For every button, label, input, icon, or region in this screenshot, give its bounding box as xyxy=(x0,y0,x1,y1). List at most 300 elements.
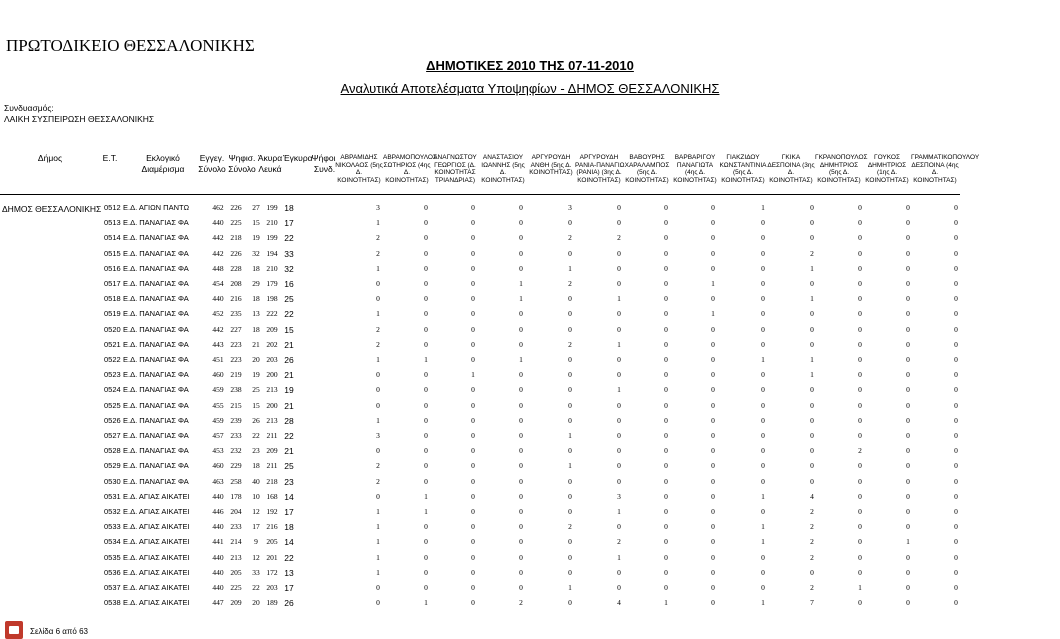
cell-registered: 451 xyxy=(212,355,224,364)
candidate-header-line: (ΡΑΝΙΑ) (3ης Δ. xyxy=(576,169,622,177)
cell-registered: 454 xyxy=(212,279,224,288)
cell-voted: 214 xyxy=(230,537,242,547)
cell-candidate-votes: 0 xyxy=(664,461,668,471)
cell-candidate-votes: 0 xyxy=(906,461,910,471)
candidate-header-line: ΑΒΡΑΜΟΠΟΥΛΟΣ xyxy=(383,154,438,161)
cell-candidate-votes: 0 xyxy=(858,476,862,486)
report-subtitle: Αναλυτικά Αποτελέσματα Υποψηφίων - ΔΗΜΟΣ ΘΕΣΣΑΛΟΝΙΚΗΣ xyxy=(340,81,720,96)
cell-coalition-votes: 25 xyxy=(284,294,294,305)
cell-candidate-votes: 1 xyxy=(858,583,862,592)
cell-invalid: 27 xyxy=(252,203,260,212)
cell-et: 0530 xyxy=(104,476,121,486)
coalition-value: ΛΑΙΚΗ ΣΥΣΠΕΙΡΩΣΗ ΘΕΣΣΑΛΟΝΙΚΗΣ xyxy=(4,114,155,124)
cell-candidate-votes: 0 xyxy=(424,233,428,243)
cell-candidate-votes: 0 xyxy=(664,263,668,273)
cell-candidate-votes: 0 xyxy=(568,567,572,577)
cell-valid: 218 xyxy=(266,476,278,486)
cell-candidate-votes: 0 xyxy=(519,476,523,486)
candidate-header-line: ΔΕΣΠΟΙΝΑ (4ης xyxy=(911,161,959,169)
header-reg-2: Σύνολο xyxy=(198,164,226,174)
cell-registered: 440 xyxy=(212,218,224,228)
cell-voted: 227 xyxy=(230,324,242,334)
cell-candidate-votes: 0 xyxy=(664,218,668,228)
cell-candidate-votes: 0 xyxy=(711,263,715,273)
cell-et: 0531 xyxy=(104,491,121,501)
header-divider xyxy=(0,194,960,195)
page-footer: Σελίδα 6 από 63 xyxy=(30,627,88,636)
cell-registered: 442 xyxy=(212,324,224,334)
cell-candidate-votes: 0 xyxy=(617,248,621,258)
cell-invalid: 22 xyxy=(252,431,260,440)
cell-voted: 226 xyxy=(230,203,242,212)
table-row xyxy=(0,355,960,369)
table-row xyxy=(0,522,960,536)
cell-candidate-votes: 0 xyxy=(424,400,428,410)
cell-candidate-votes: 1 xyxy=(617,385,621,395)
cell-coalition-votes: 32 xyxy=(284,263,294,274)
cell-candidate-votes: 0 xyxy=(858,537,862,547)
cell-candidate-votes: 0 xyxy=(906,279,910,288)
cell-candidate-votes: 0 xyxy=(810,339,814,349)
cell-candidate-votes: 0 xyxy=(376,400,380,410)
cell-coalition-votes: 26 xyxy=(284,355,294,365)
cell-invalid: 18 xyxy=(252,324,260,334)
cell-coalition-votes: 26 xyxy=(284,598,294,609)
candidate-header-line: ΑΝΑΓΝΩΣΤΟΥ xyxy=(433,154,477,161)
candidate-header-line: Δ. xyxy=(355,169,363,177)
table-row xyxy=(0,218,960,232)
cell-candidate-votes: 1 xyxy=(568,431,572,440)
cell-candidate-votes: 0 xyxy=(519,461,523,471)
cell-candidate-votes: 0 xyxy=(711,491,715,501)
cell-candidate-votes: 0 xyxy=(424,567,428,577)
cell-candidate-votes: 0 xyxy=(424,279,428,288)
cell-candidate-votes: 2 xyxy=(617,233,621,243)
cell-et: 0514 xyxy=(104,233,121,243)
cell-candidate-votes: 0 xyxy=(519,537,523,547)
cell-candidate-votes: 0 xyxy=(471,339,475,349)
cell-district: Ε.Δ. ΠΑΝΑΓΙΑΣ ΦΑ xyxy=(123,294,189,304)
cell-candidate-votes: 0 xyxy=(471,279,475,288)
cell-candidate-votes: 0 xyxy=(664,552,668,562)
cell-candidate-votes: 7 xyxy=(810,598,814,608)
cell-candidate-votes: 1 xyxy=(906,537,910,547)
cell-candidate-votes: 0 xyxy=(519,446,523,456)
candidate-header-line: ΓΕΩΡΓΙΟΣ (Δ. xyxy=(434,161,476,169)
cell-valid: 216 xyxy=(266,522,278,532)
cell-candidate-votes: 0 xyxy=(906,476,910,486)
cell-coalition-votes: 14 xyxy=(284,491,294,502)
cell-candidate-votes: 0 xyxy=(711,598,715,608)
cell-invalid: 15 xyxy=(252,400,260,410)
cell-candidate-votes: 0 xyxy=(376,598,380,608)
table-row xyxy=(0,401,960,415)
cell-candidate-votes: 0 xyxy=(617,355,621,364)
cell-valid: 194 xyxy=(266,248,278,258)
cell-candidate-votes: 0 xyxy=(568,324,572,334)
cell-invalid: 25 xyxy=(252,385,260,395)
cell-candidate-votes: 0 xyxy=(424,294,428,304)
cell-candidate-votes: 0 xyxy=(568,400,572,410)
cell-candidate-votes: 0 xyxy=(519,233,523,243)
cell-candidate-votes: 0 xyxy=(954,415,958,425)
cell-candidate-votes: 0 xyxy=(471,203,475,212)
table-row xyxy=(0,340,960,354)
cell-registered: 440 xyxy=(212,294,224,304)
cell-valid: 192 xyxy=(266,507,278,516)
candidate-header-line: ΚΩΝΣΤΑΝΤΙΝΙΑ xyxy=(719,161,767,169)
table-row xyxy=(0,294,960,308)
cell-candidate-votes: 1 xyxy=(568,263,572,273)
cell-registered: 459 xyxy=(212,415,224,425)
cell-candidate-votes: 0 xyxy=(424,461,428,471)
cell-district: Ε.Δ. ΠΑΝΑΓΙΑΣ ΦΑ xyxy=(123,218,189,228)
cell-candidate-votes: 0 xyxy=(711,355,715,364)
table-row xyxy=(0,233,960,247)
candidate-header-line: ΓΙΑΚΖΙΔΟΥ xyxy=(726,154,760,161)
cell-district: Ε.Δ. ΠΑΝΑΓΙΑΣ ΦΑ xyxy=(123,400,189,410)
cell-valid: 209 xyxy=(266,446,278,456)
cell-candidate-votes: 1 xyxy=(376,309,380,319)
cell-voted: 208 xyxy=(230,279,242,288)
cell-candidate-votes: 0 xyxy=(761,461,765,471)
cell-et: 0524 xyxy=(104,385,121,395)
cell-candidate-votes: 0 xyxy=(711,567,715,577)
cell-voted: 205 xyxy=(230,567,242,577)
cell-candidate-votes: 0 xyxy=(954,446,958,456)
cell-coalition-votes: 17 xyxy=(284,218,294,229)
candidate-header-line: ΚΟΙΝΟΤΗΤΑΣ) xyxy=(673,176,717,184)
cell-candidate-votes: 1 xyxy=(568,461,572,471)
cell-candidate-votes: 0 xyxy=(568,446,572,456)
cell-candidate-votes: 0 xyxy=(424,476,428,486)
candidate-header-line: ΚΟΙΝΟΤΗΤΑΣ) xyxy=(529,169,573,177)
candidate-header-line: ΑΡΓΥΡΟΥΔΗ xyxy=(579,154,619,161)
cell-candidate-votes: 2 xyxy=(810,522,814,532)
cell-candidate-votes: 0 xyxy=(471,385,475,395)
cell-candidate-votes: 0 xyxy=(858,415,862,425)
cell-candidate-votes: 0 xyxy=(711,415,715,425)
cell-candidate-votes: 0 xyxy=(664,248,668,258)
cell-registered: 446 xyxy=(212,507,224,516)
cell-candidate-votes: 0 xyxy=(954,385,958,395)
cell-candidate-votes: 0 xyxy=(711,583,715,592)
cell-valid: 199 xyxy=(266,233,278,243)
candidate-header-line: ΓΟΥΚΟΣ xyxy=(874,154,900,161)
court-name: ΠΡΩΤΟΔΙΚΕΙΟ ΘΕΣΣΑΛΟΝΙΚΗΣ xyxy=(6,36,255,55)
table-row xyxy=(0,264,960,278)
cell-voted: 223 xyxy=(230,355,242,364)
cell-invalid: 22 xyxy=(252,583,260,592)
cell-candidate-votes: 0 xyxy=(906,522,910,532)
cell-valid: 209 xyxy=(266,324,278,334)
cell-candidate-votes: 0 xyxy=(858,431,862,440)
cell-candidate-votes: 1 xyxy=(617,294,621,304)
table-row xyxy=(0,325,960,339)
cell-candidate-votes: 0 xyxy=(954,522,958,532)
cell-candidate-votes: 1 xyxy=(376,415,380,425)
cell-coalition-votes: 14 xyxy=(284,537,294,548)
candidate-header-line: ΧΑΡΑΛΑΜΠΟΣ xyxy=(624,161,670,169)
cell-candidate-votes: 0 xyxy=(954,476,958,486)
cell-et: 0519 xyxy=(104,309,121,319)
cell-valid: 201 xyxy=(266,552,278,562)
cell-candidate-votes: 0 xyxy=(664,324,668,334)
cell-candidate-votes: 0 xyxy=(424,324,428,334)
cell-candidate-votes: 0 xyxy=(617,567,621,577)
cell-candidate-votes: 0 xyxy=(858,263,862,273)
cell-registered: 452 xyxy=(212,309,224,319)
cell-coalition-votes: 16 xyxy=(284,279,294,289)
cell-candidate-votes: 0 xyxy=(711,385,715,395)
pdf-icon xyxy=(5,621,23,639)
cell-voted: 178 xyxy=(230,491,242,501)
cell-candidate-votes: 2 xyxy=(376,248,380,258)
cell-candidate-votes: 0 xyxy=(858,324,862,334)
cell-candidate-votes: 0 xyxy=(617,400,621,410)
candidate-header-line: ΑΡΓΥΡΟΥΔΗ xyxy=(531,154,571,161)
cell-candidate-votes: 0 xyxy=(954,461,958,471)
cell-candidate-votes: 0 xyxy=(761,339,765,349)
candidate-header xyxy=(911,154,980,190)
cell-candidate-votes: 2 xyxy=(519,598,523,608)
cell-invalid: 9 xyxy=(254,537,258,547)
cell-candidate-votes: 0 xyxy=(810,324,814,334)
candidate-header-line: ΚΟΙΝΟΤΗΤΑΣ) xyxy=(769,176,813,184)
cell-candidate-votes: 1 xyxy=(810,355,814,364)
cell-candidate-votes: 0 xyxy=(617,446,621,456)
cell-district: Ε.Δ. ΑΓΙΑΣ ΑΙΚΑΤΕΙ xyxy=(123,552,190,562)
cell-candidate-votes: 0 xyxy=(906,355,910,364)
cell-candidate-votes: 0 xyxy=(761,233,765,243)
cell-voted: 215 xyxy=(230,400,242,410)
cell-candidate-votes: 0 xyxy=(617,263,621,273)
cell-district: Ε.Δ. ΠΑΝΑΓΙΑΣ ΦΑ xyxy=(123,355,189,364)
table-row xyxy=(0,203,960,217)
cell-candidate-votes: 0 xyxy=(711,400,715,410)
cell-candidate-votes: 0 xyxy=(617,415,621,425)
cell-valid: 200 xyxy=(266,400,278,410)
cell-et: 0536 xyxy=(104,567,121,577)
header-district-1: Εκλογικό xyxy=(146,153,180,163)
header-voted-2: Σύνολο xyxy=(228,164,256,174)
candidate-header-line: ΚΟΙΝΟΤΗΤΑΣ) xyxy=(337,176,381,184)
cell-district: Ε.Δ. ΑΓΙΑΣ ΑΙΚΑΤΕΙ xyxy=(123,522,190,532)
cell-coalition-votes: 25 xyxy=(284,461,294,472)
cell-coalition-votes: 22 xyxy=(284,233,294,244)
candidate-header-line: ΚΟΙΝΟΤΗΤΑΣ) xyxy=(865,176,909,184)
coalition-label: Συνδυασμός: xyxy=(4,103,54,113)
cell-invalid: 18 xyxy=(252,461,260,471)
cell-candidate-votes: 0 xyxy=(376,491,380,501)
cell-voted: 233 xyxy=(230,431,242,440)
cell-candidate-votes: 0 xyxy=(424,339,428,349)
cell-candidate-votes: 0 xyxy=(906,431,910,440)
candidate-header-line: ΚΟΙΝΟΤΗΤΑΣ) xyxy=(721,176,765,184)
cell-candidate-votes: 0 xyxy=(761,309,765,319)
cell-candidate-votes: 0 xyxy=(858,248,862,258)
cell-candidate-votes: 0 xyxy=(519,431,523,440)
cell-candidate-votes: 0 xyxy=(761,415,765,425)
cell-candidate-votes: 1 xyxy=(711,279,715,288)
header-district-2: Διαμέρισμα xyxy=(141,164,185,174)
cell-voted: 228 xyxy=(230,263,242,273)
cell-candidate-votes: 0 xyxy=(519,218,523,228)
cell-candidate-votes: 0 xyxy=(664,203,668,212)
candidate-header-line: ΔΗΜΗΤΡΙΟΣ xyxy=(819,161,859,169)
candidate-header xyxy=(383,154,438,190)
cell-et: 0534 xyxy=(104,537,121,547)
cell-registered: 460 xyxy=(212,461,224,471)
cell-registered: 440 xyxy=(212,567,224,577)
cell-candidate-votes: 0 xyxy=(711,522,715,532)
table-row xyxy=(0,477,960,491)
cell-invalid: 19 xyxy=(252,370,260,380)
cell-candidate-votes: 0 xyxy=(424,537,428,547)
cell-candidate-votes: 0 xyxy=(906,324,910,334)
candidate-header-line: ΑΝΘΗ (5ης Δ. xyxy=(530,161,572,169)
candidate-header-line: ΙΩΑΝΝΗΣ (5ης xyxy=(481,161,525,169)
cell-candidate-votes: 0 xyxy=(424,552,428,562)
cell-candidate-votes: 0 xyxy=(568,248,572,258)
cell-district: Ε.Δ. ΠΑΝΑΓΙΑΣ ΦΑ xyxy=(123,279,189,288)
cell-registered: 459 xyxy=(212,385,224,395)
header-voted-1: Ψηφισ. xyxy=(228,153,256,163)
cell-candidate-votes: 0 xyxy=(810,203,814,212)
candidate-header xyxy=(863,154,911,190)
cell-voted: 223 xyxy=(230,339,242,349)
candidate-header-line: (5ης Δ. xyxy=(828,169,850,177)
cell-candidate-votes: 0 xyxy=(519,324,523,334)
candidate-header-line: (5ης Δ. xyxy=(732,169,754,177)
cell-coalition-votes: 13 xyxy=(284,567,294,578)
cell-invalid: 20 xyxy=(252,598,260,608)
cell-candidate-votes: 2 xyxy=(810,248,814,258)
cell-candidate-votes: 2 xyxy=(617,537,621,547)
cell-et: 0535 xyxy=(104,552,121,562)
cell-candidate-votes: 0 xyxy=(424,203,428,212)
cell-candidate-votes: 0 xyxy=(858,309,862,319)
cell-candidate-votes: 4 xyxy=(810,491,814,501)
candidate-header-line: ΒΑΡΒΑΡΙΓΟΥ xyxy=(674,154,716,161)
cell-candidate-votes: 0 xyxy=(810,446,814,456)
cell-candidate-votes: 0 xyxy=(954,598,958,608)
candidate-header-line: Δ. xyxy=(403,169,411,177)
table-row xyxy=(0,507,960,521)
cell-registered: 440 xyxy=(212,491,224,501)
candidate-header-line: ΔΕΣΠΟΙΝΑ (3ης xyxy=(767,161,815,169)
cell-district: Ε.Δ. ΠΑΝΑΓΙΑΣ ΦΑ xyxy=(123,431,189,440)
cell-valid: 202 xyxy=(266,339,278,349)
cell-et: 0527 xyxy=(104,431,121,440)
candidate-header xyxy=(671,154,719,190)
cell-invalid: 29 xyxy=(252,279,260,288)
cell-candidate-votes: 1 xyxy=(376,567,380,577)
cell-candidate-votes: 1 xyxy=(519,279,523,288)
cell-candidate-votes: 0 xyxy=(664,355,668,364)
candidate-header xyxy=(527,154,575,190)
cell-candidate-votes: 0 xyxy=(664,507,668,516)
cell-et: 0537 xyxy=(104,583,121,592)
cell-coalition-votes: 18 xyxy=(284,522,294,533)
cell-coalition-votes: 19 xyxy=(284,385,294,396)
candidate-header-line: ΚΟΙΝΟΤΗΤΑΣ) xyxy=(625,176,669,184)
cell-candidate-votes: 0 xyxy=(954,567,958,577)
cell-candidate-votes: 0 xyxy=(376,279,380,288)
cell-valid: 189 xyxy=(266,598,278,608)
candidate-header xyxy=(815,154,868,190)
cell-candidate-votes: 2 xyxy=(568,233,572,243)
cell-district: Ε.Δ. ΑΓΙΑΣ ΑΙΚΑΤΕΙ xyxy=(123,567,190,577)
cell-candidate-votes: 1 xyxy=(519,294,523,304)
cell-candidate-votes: 0 xyxy=(906,507,910,516)
cell-candidate-votes: 0 xyxy=(954,233,958,243)
cell-candidate-votes: 0 xyxy=(568,491,572,501)
cell-candidate-votes: 0 xyxy=(858,507,862,516)
cell-invalid: 17 xyxy=(252,522,260,532)
cell-candidate-votes: 0 xyxy=(471,446,475,456)
cell-candidate-votes: 2 xyxy=(376,233,380,243)
cell-district: Ε.Δ. ΑΓΙΑΣ ΑΙΚΑΤΕΙ xyxy=(123,598,190,608)
header-invalid-2: Λευκά xyxy=(258,164,282,174)
cell-candidate-votes: 0 xyxy=(954,248,958,258)
cell-voted: 218 xyxy=(230,233,242,243)
cell-candidate-votes: 2 xyxy=(810,537,814,547)
cell-candidate-votes: 2 xyxy=(376,339,380,349)
cell-district: Ε.Δ. ΠΑΝΑΓΙΑΣ ΦΑ xyxy=(123,385,189,395)
cell-candidate-votes: 1 xyxy=(424,491,428,501)
cell-candidate-votes: 0 xyxy=(858,567,862,577)
cell-candidate-votes: 0 xyxy=(906,598,910,608)
candidate-header-line: ΓΚΡΑΝΟΠΟΥΛΟΣ xyxy=(815,154,868,161)
cell-district: Ε.Δ. ΑΓΙΑΣ ΑΙΚΑΤΕΙ xyxy=(123,537,190,547)
cell-candidate-votes: 0 xyxy=(810,218,814,228)
cell-invalid: 40 xyxy=(252,476,260,486)
cell-district: Ε.Δ. ΠΑΝΑΓΙΑΣ ΦΑ xyxy=(123,370,189,380)
cell-candidate-votes: 0 xyxy=(761,507,765,516)
cell-candidate-votes: 0 xyxy=(519,385,523,395)
table-row xyxy=(0,446,960,460)
cell-candidate-votes: 0 xyxy=(664,476,668,486)
cell-candidate-votes: 1 xyxy=(810,370,814,380)
cell-invalid: 19 xyxy=(252,233,260,243)
cell-candidate-votes: 0 xyxy=(568,537,572,547)
cell-candidate-votes: 0 xyxy=(424,218,428,228)
cell-voted: 204 xyxy=(230,507,242,516)
cell-candidate-votes: 0 xyxy=(906,446,910,456)
cell-candidate-votes: 0 xyxy=(471,598,475,608)
cell-district: Ε.Δ. ΠΑΝΑΓΙΑΣ ΦΑ xyxy=(123,415,189,425)
cell-invalid: 18 xyxy=(252,294,260,304)
cell-et: 0518 xyxy=(104,294,121,304)
cell-candidate-votes: 0 xyxy=(471,309,475,319)
cell-invalid: 20 xyxy=(252,355,260,364)
cell-candidate-votes: 0 xyxy=(424,309,428,319)
candidate-header-line: ΚΟΙΝΟΤΗΤΑΣ) xyxy=(385,176,429,184)
cell-et: 0522 xyxy=(104,355,121,364)
cell-candidate-votes: 0 xyxy=(954,431,958,440)
cell-candidate-votes: 0 xyxy=(858,203,862,212)
cell-coalition-votes: 23 xyxy=(284,476,294,487)
cell-registered: 460 xyxy=(212,370,224,380)
cell-candidate-votes: 0 xyxy=(906,385,910,395)
cell-candidate-votes: 0 xyxy=(471,355,475,364)
cell-candidate-votes: 0 xyxy=(424,248,428,258)
candidate-header-line: (5ης Δ. xyxy=(636,169,658,177)
cell-candidate-votes: 0 xyxy=(711,294,715,304)
cell-candidate-votes: 0 xyxy=(761,263,765,273)
cell-candidate-votes: 0 xyxy=(906,263,910,273)
